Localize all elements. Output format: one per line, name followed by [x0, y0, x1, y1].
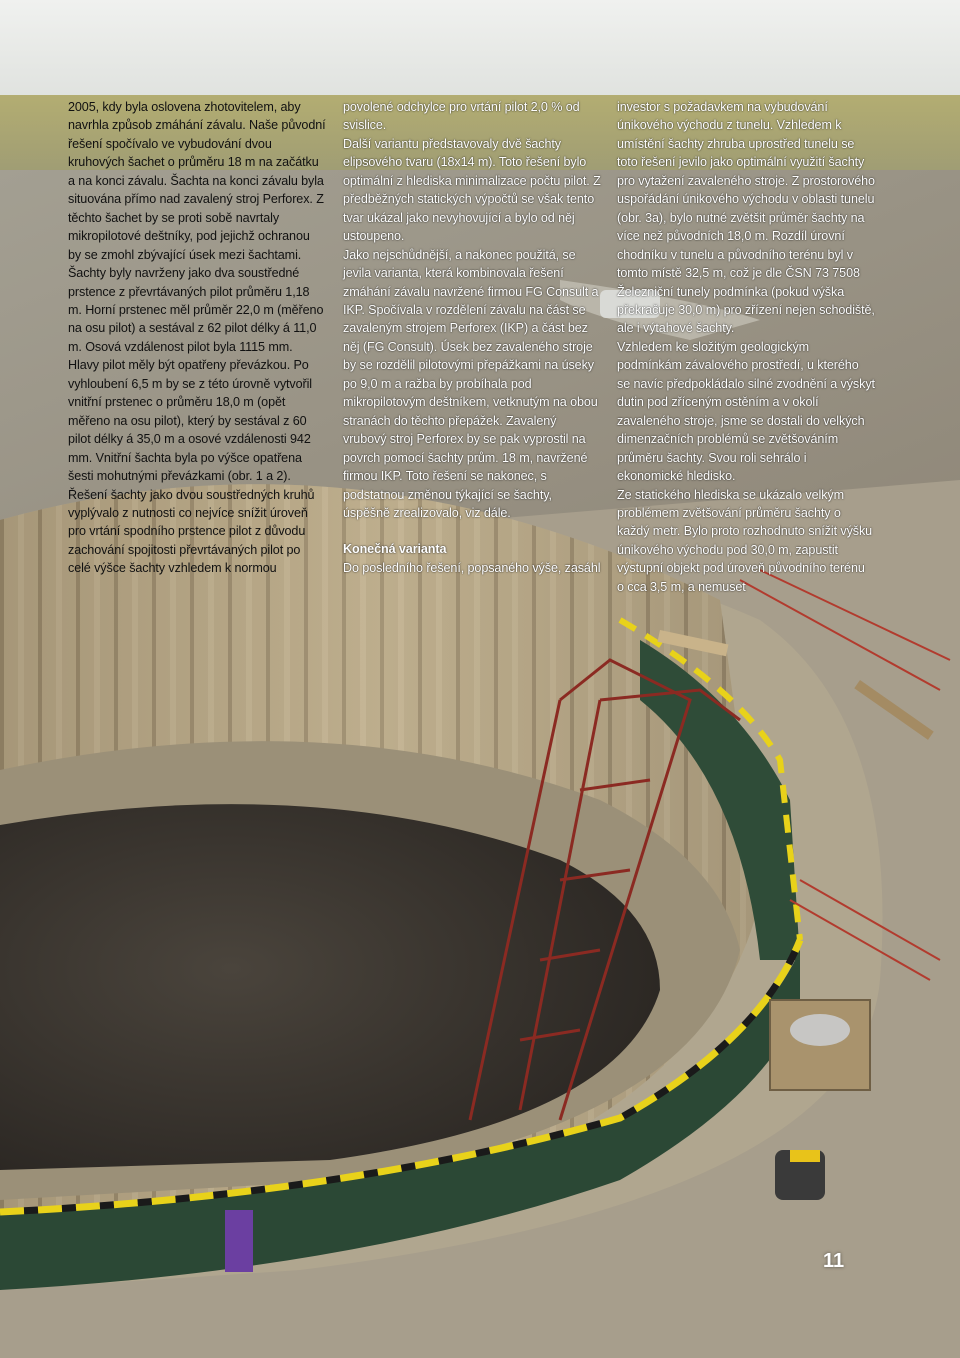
- paragraph: Do posledního řešení, popsaného výše, zasáhl: [343, 560, 601, 575]
- section-heading: Konečná varianta: [343, 542, 447, 557]
- paragraph: 2005, kdy byla oslovena zhotovitelem, aby navrhla způsob zmáhání závalu. Naše původní řešení spočívalo ve vybudování dvou kruhových šachet o průměru 18 m na začátku a na konci závalu. Šachta na konci závalu byla situována přímo nad zavalený stroj Perforex. Z těchto šachet by se proti sobě navrtaly mikropilotové deštníky, pod jejichž ochranou by se zmohl zbývající úsek mezi šachtami. Šachty byly navrženy jako dva soustředné prstence z převrtávaných pilot průměru 1,18 m. Horní prstenec měl průměr 22,0 m (měřeno na osu pilot) a sestával z 62 pilot délky á 11,0 m. Osová vzdálenost pilot byla 1115 mm. Hlavy pilot měly být opatřeny převázkou. Po vyhloubení 6,5 m by se z této úrovně vytvořil vnitřní prstenec o průměru 18,0 m (opět měřeno na osu pilot), který by sestával z 60 pilot délky á 35,0 m a osové vzdálenosti 942 mm. Vnitřní šachta byla po výšce opatřena šesti mohutnými převázkami (obr. 1 a 2). Řešení šachty jako dvou soustředných kruhů vyplývalo z nutnosti co nejvíce snížit úroveň pro vrtání spodního prstence pilot z důvodu zachování spojitosti převrtávaných pilot po celé výšce šachty vzhledem k normou: [68, 100, 326, 576]
- page-number: 11: [823, 1250, 845, 1272]
- paragraph: Vzhledem ke složitým geologickým podmínkám závalového prostředí, u kterého se navíc předpokládalo silné zvodnění a výskyt dutin pod zříceným ostěním a v okolí zavaleného stroje, jsme se dostali do velkých dimenzačních problémů se zvětšováním průměru šachty. Svou roli sehrálo i ekonomické hledisko.: [617, 339, 875, 484]
- text-column-right: [617, 98, 875, 596]
- paragraph: investor s požadavkem na vybudování únikového východu z tunelu. Vzhledem k umístění šachty zhruba uprostřed tunelu se toto řešení jevilo jako optimální využití šachty pro vytažení zavaleného stroje. Z prostorového uspořádání únikového východu v oblasti tunelu (obr. 3a), bylo nutné zvětšit průměr šachty na více než původních 18,0 m. Rozdíl úrovní chodníku v tunelu a původního terénu byl v tomto místě 32,5 m, což je dle ČSN 73 7508 Železniční tunely podmínka (pokud výška překračuje 30,0 m) pro zřízení nejen schodiště, ale i výtahové šachty.: [617, 100, 875, 336]
- text-column-middle: [343, 98, 601, 577]
- paragraph: Jako nejschůdnější, a nakonec použitá, se jevila varianta, která kombinovala řešení zmáhání závalu navržené firmou FG Consult a IKP. Spočívala v rozdělení závalu na část se zavaleným strojem Perforex (IKP) a část bez něj (FG Consult). Úsek bez zavaleného stroje by se rozdělil pilotovými přepážkami na úseky po 9,0 m a ražba by probíhala pod mikropilotovým deštníkem, vetknutým na obou stranách do těchto přepážek. Zavalený vrubový stroj Perforex by se pak vyprostil na povrch pomocí šachty prům. 18 m, navržené firmou IKP. Toto řešení se nakonec, s podstatnou změnou týkající se šachty, úspěšně zrealizovalo, viz dále.: [343, 247, 599, 520]
- text-column-left: [68, 98, 326, 578]
- paragraph: povolené odchylce pro vrtání pilot 2,0 % od svislice.: [343, 100, 580, 133]
- paragraph: Další variantu představovaly dvě šachty elipsového tvaru (18x14 m). Toto řešení bylo optimální z hlediska minimalizace počtu pilot. Z předběžných statických výpočtů se však tento tvar ukázal jako nevyhovující a bylo od něj ustoupeno.: [343, 136, 601, 244]
- paragraph: Ze statického hlediska se ukázalo velkým problémem zvětšování průměru šachty o každý metr. Bylo proto rozhodnuto snížit výšku únikového východu pod 30,0 m, zapustit výstupní objekt pod úroveň původního terénu o cca 3,5 m, a nemuset: [617, 487, 873, 594]
